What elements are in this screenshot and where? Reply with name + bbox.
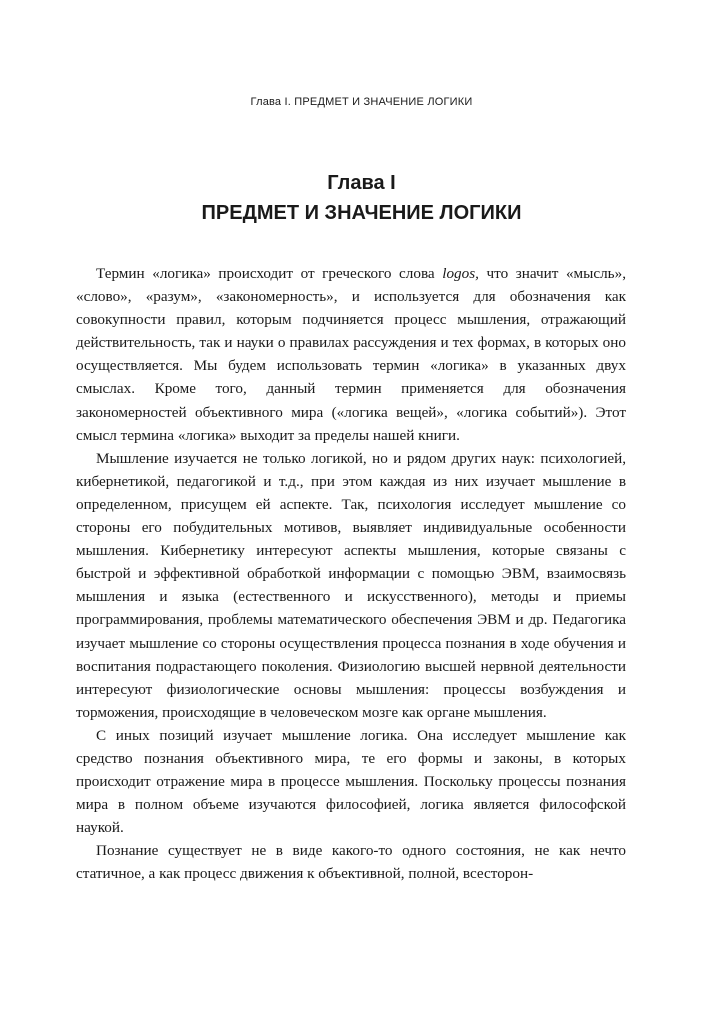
chapter-heading (0, 170, 723, 228)
paragraph-2: Мышление изучается не только логикой, но и рядом других наук: психологией, кибернетикой, педагогикой и т.д., при этом каждая из них изучает мышление в определенном, присущем ей аспекте. Так, психология исследует мышление со стороны его побудительных мотивов, выявляет индивидуальные особенности мышления. Кибернетику интересуют аспекты мышления, которые связаны с быстрой и эффективной обработкой информации с помощью ЭВМ, взаимосвязь мышления и языка (естественного и искусственного), методы и приемы программирования, проблемы математического обеспечения ЭВМ и др. Педагогика изучает мышление со стороны осуществления процесса познания в ходе обучения и воспитания подрастающего поколения. Физиологию высшей нервной деятельности интересуют физиологические основы мышления: процессы возбуждения и торможения, происходящие в человеческом мозге как органе мышления. (76, 449, 626, 721)
paragraph-1-rest: что значит «мысль», «слово», «разум», «закономерность», и используется для обозначения как совокупности правил, которым подчиняется процесс мышления, отражающий действительность, так и науки о правилах рассуждения и тех формах, в которых оно осуществляется. Мы будем использовать термин «логика» в указанных двух смыслах. Кроме того, данный термин применяется для обозначения закономерностей объективного мира («логика вещей», «логика событий»). Этот смысл термина «логика» выходит за пределы нашей книги. (76, 265, 626, 444)
chapter-number: Глава I (327, 172, 396, 194)
paragraph-4: Познание существует не в виде какого-то одного состояния, не как нечто статичное, а как процесс движения к объективной, полной, всесторон- (76, 842, 626, 883)
paragraph-3: С иных позиций изучает мышление логика. Она исследует мышление как средство познания объективного мира, те его формы и законы, в которых происходит отражение мира в процессе мышления. Поскольку процессы познания мира в полном объеме изучаются философией, логика является философской наукой. (76, 726, 626, 837)
running-header: Глава I. ПРЕДМЕТ И ЗНАЧЕНИЕ ЛОГИКИ (250, 96, 473, 108)
chapter-title: ПРЕДМЕТ И ЗНАЧЕНИЕ ЛОГИКИ (201, 202, 522, 224)
body-text (76, 262, 626, 886)
paragraph-1-start: Термин «логика» происходит от греческого слова (96, 265, 443, 282)
term-logos: logos, (442, 265, 479, 282)
paragraph-1 (76, 262, 626, 447)
